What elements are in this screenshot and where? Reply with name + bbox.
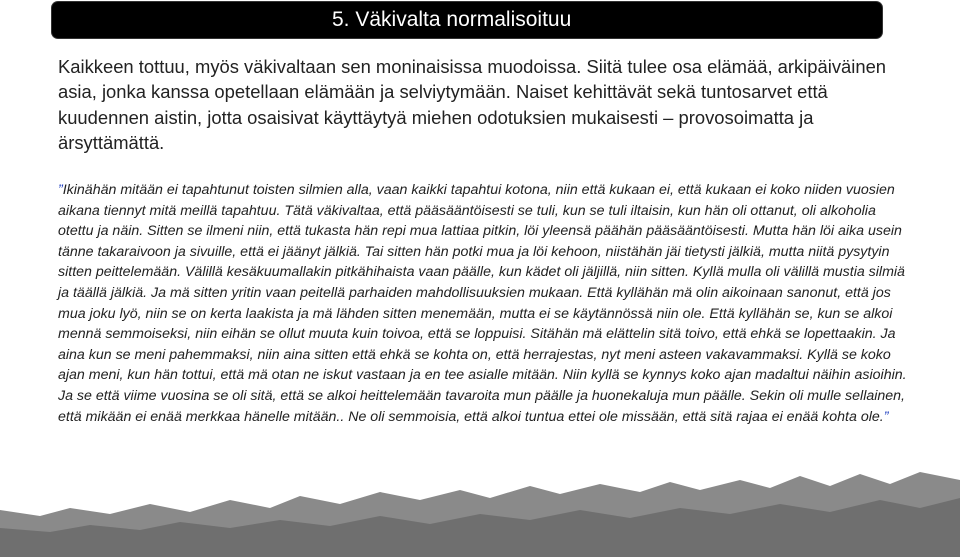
intro-paragraph: Kaikkeen tottuu, myös väkivaltaan sen moninaisissa muodoissa. Siitä tulee osa elämää, arkipäiväinen asia, jonka kanssa opetellaan elämään ja selviytymään. Naiset kehittävät sekä tuntosarvet että kuudennen aistin, jotta osaisivat käyttäytyä miehen odotuksien mukaisesti – provosoimatta ja ärsyttämättä. — [58, 56, 887, 153]
quote-block — [58, 180, 908, 427]
title-bar — [52, 2, 882, 38]
mountain-silhouette — [0, 470, 960, 557]
quote-open-mark: ” — [58, 182, 63, 198]
quote-text: Ikinähän mitään ei tapahtunut toisten silmien alla, vaan kaikki tapahtui kotona, niin että kukaan ei, että kukaan ei koko niiden vuosien aikana tiennyt mitä meillä tapahtuu. Tätä väkivaltaa, että pääsääntöisesti se tuli, kun se tuli iltaisin, kun hän oli ottanut, oli alkoholia otettu ja näin. Sitten se ilmeni niin, että tukasta hän repi mua lattiaa pitkin, löi yleensä päähän pääsääntöisesti. Mutta hän löi aika usein tänne takaraivoon ja sivuille, että ei jäänyt jälkiä. Tai sitten hän potki mua ja löi kehoon, niistähän jäi tietysti jälkiä, mutta niitä pysytyin sitten peittelemään. Välillä kesäkuumallakin pitkähihaista vaan päälle, kun kädet oli jäljillä, niin sitten. Kyllä mulla oli välillä mustia silmiä ja täällä jälkiä. Ja mä sitten yritin vaan peitellä parhaiden mahdollisuuksien mukaan. Että kyllähän mä olin aikoinaan sanonut, että jos mua joku lyö, niin se on kerta laakista ja mä lähden sitten menemään, mutta ei se käytännössä niin ole. Että kyllähän se, kun se alkoi mennä semmoiseksi, niin eihän se ollut muuta kuin toivoa, että se loppuisi. Sitähän mä elättelin sitä toivo, että ehkä se lopettaakin. Ja aina kun se meni pahemmaksi, niin aina sitten että ehkä se kohta on, että herrajestas, nyt meni asteen vakavammaksi. Kyllä se koko ajan meni, kun hän tottui, että mä otan ne iskut vastaan ja en tee asialle mitään. Niin kyllä se kynnys koko ajan madaltui näihin asioihin. Ja se että viime vuosina se oli sitä, että se alkoi heittelemään tavaroita mun päälle ja huonekaluja mun päälle. Sekin oli mulle sellainen, että mikään ei enää merkkaa hänelle mitään.. Ne oli semmoisia, että alkoi tuntua ettei ole missään, että sitä rajaa ei enää kohta ole. — [58, 182, 907, 425]
quote-close-mark: ” — [883, 408, 889, 425]
slide-title: 5. Väkivalta normalisoituu — [332, 8, 572, 31]
